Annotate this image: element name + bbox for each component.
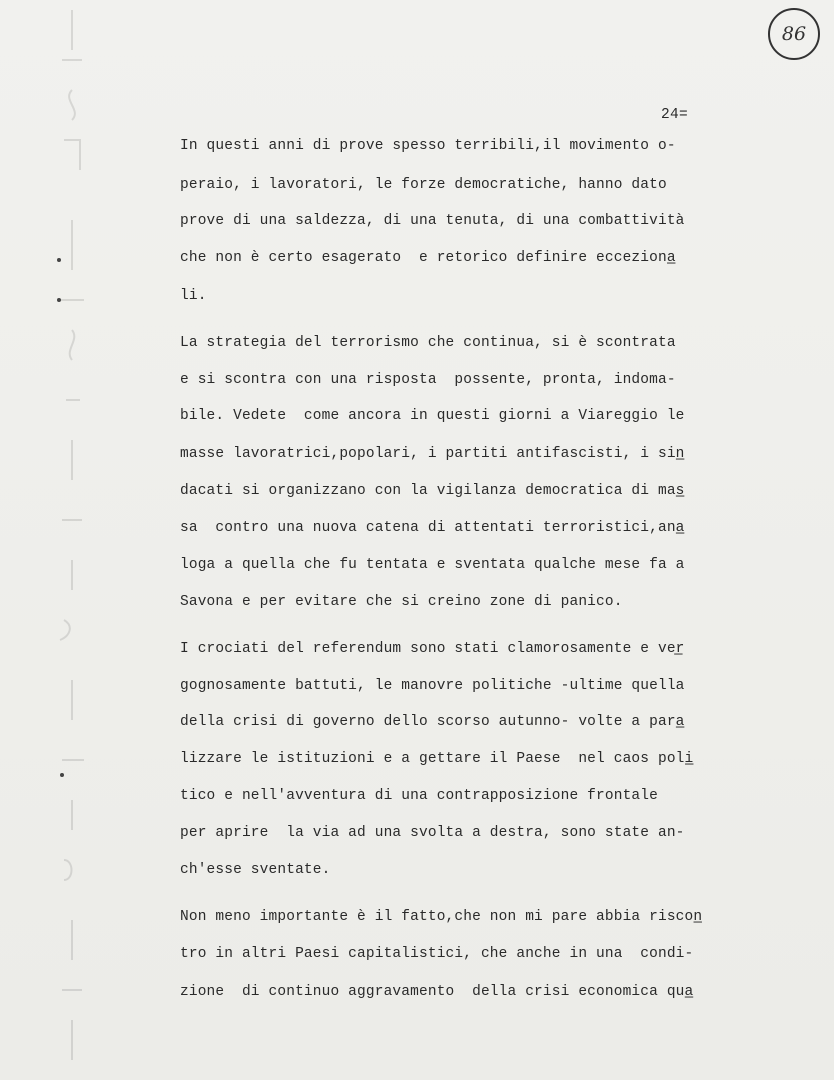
text-line: e si scontra con una risposta possente, pronta, indoma- <box>180 372 676 388</box>
text-line: li. <box>180 288 207 304</box>
text-line: per aprire la via ad una svolta a destra, sono state an- <box>180 825 685 841</box>
text-line: tico e nell'avventura di una contrapposizione frontale <box>180 788 658 804</box>
text-line: prove di una saldezza, di una tenuta, di una combattività <box>180 213 685 229</box>
text-line: Savona e per evitare che si creino zone di panico. <box>180 594 623 610</box>
text-line: dacati si organizzano con la vigilanza democratica di mas̲ <box>180 483 685 499</box>
text-line: gognosamente battuti, le manovre politiche -ultime quella <box>180 678 685 694</box>
text-line: della crisi di governo dello scorso autunno- volte a para̲ <box>180 714 685 730</box>
margin-dot <box>60 773 64 777</box>
text-line: La strategia del terrorismo che continua, si è scontrata <box>180 335 676 351</box>
text-line: Non meno importante è il fatto,che non mi pare abbia riscon̲ <box>180 909 703 925</box>
archive-number-stamp <box>768 8 820 60</box>
text-line: tro in altri Paesi capitalistici, che anche in una condi- <box>180 946 694 962</box>
text-line: In questi anni di prove spesso terribili,il movimento o- <box>180 138 676 154</box>
text-line: lizzare le istituzioni e a gettare il Paese nel caos poli̲ <box>180 751 694 767</box>
margin-dot <box>57 258 61 262</box>
text-line: masse lavoratrici,popolari, i partiti antifascisti, i sin̲ <box>180 446 685 462</box>
text-line: peraio, i lavoratori, le forze democratiche, hanno dato <box>180 177 667 193</box>
text-line: I crociati del referendum sono stati clamorosamente e ver̲ <box>180 641 685 657</box>
text-line: che non è certo esagerato e retorico definire ecceziona̲ <box>180 250 676 266</box>
text-line: zione di continuo aggravamento della crisi economica qua̲ <box>180 984 694 1000</box>
text-line: sa contro una nuova catena di attentati terroristici,ana̲ <box>180 520 685 536</box>
page-number: 24= <box>661 107 689 123</box>
text-line: ch'esse sventate. <box>180 862 331 878</box>
archive-number: 86 <box>781 23 807 45</box>
bleed-through-marks <box>52 0 92 1080</box>
text-line: loga a quella che fu tentata e sventata qualche mese fa a <box>180 557 685 573</box>
margin-dot <box>57 298 61 302</box>
text-line: bile. Vedete come ancora in questi giorni a Viareggio le <box>180 408 685 424</box>
